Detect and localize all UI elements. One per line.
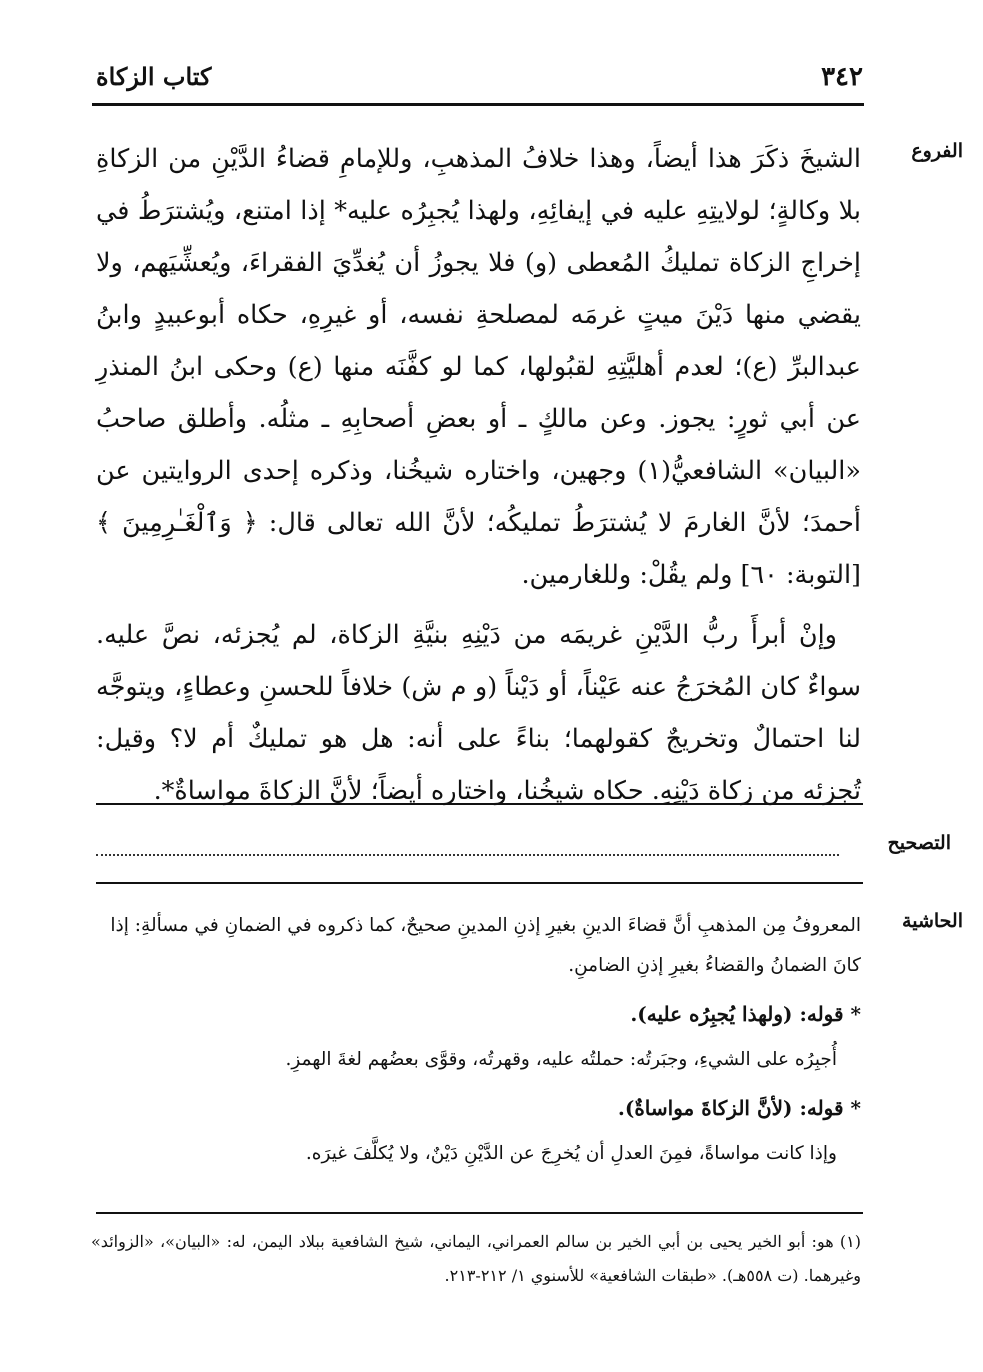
header-rule [92,103,864,106]
section-label-tashih: التصحيح [887,832,951,854]
divider-main [96,803,863,805]
main-text [96,133,861,817]
main-paragraph-1: الشيخَ ذكَرَ هذا أيضاً، وهذا خلافُ المذهبِ، وللإمامِ قضاءُ الدَّيْنِ من الزكاةِ بلا وكالةٍ؛ لولايتِهِ عليه في إيفائِهِ، ولهذا يُجبِرُه عليه* إذا امتنع، ويُشترَطُ في إخراجِ الزكاة تمليكُ المُعطى (و) فلا يجوزُ أن يُغدِّيَ الفقراءَ، ويُعشِّيَهم، ولا يقضي منها دَيْنَ ميتٍ غرمَه لمصلحةِ نفسه، أو غيرِهِ، حكاه أبوعبيدٍ وابنُ عبدالبرِّ (ع)؛ لعدم أهليَّتِهِ لقبُولها، كما لو كفَّنَه منها (ع) وحكى ابنُ المنذرِ عن أبي ثورٍ: يجوز. وعن مالكٍ ـ أو بعضِ أصحابِهِ ـ مثلُه. وأطلق صاحبُ «البيان» الشافعيُّ(١) وجهين، واختاره شيخُنا، وذكره إحدى الروايتين عن أحمدَ؛ لأنَّ الغارمَ لا يُشترَطُ تمليكُه؛ لأنَّ الله تعالى قال: ﴿ وَٱلْغَـٰرِمِينَ ﴾ [التوبة: ٦٠] ولم يقُلْ: وللغارمين. [96,144,861,590]
hashiya-quote-2: * قوله: (لأنَّ الزكاةَ مواساةٌ). [617,1096,861,1120]
page-number: ٣٤٢ [821,62,863,92]
page-header [96,62,863,102]
main-paragraph-2: وإنْ أبرأَ ربُّ الدَّيْنِ غريمَه من دَيْنِهِ بنيَّةِ الزكاة، لم يُجزئه، نصَّ عليه. سواءٌ كان المُخرَجُ عنه عَيْناً، أو دَيْناً (و م ش) خلافاً للحسنِ وعطاءٍ، ويتوجَّه لنا احتمالٌ وتخريجٌ كقولهما؛ بناءً على أنه: هل هو تمليكٌ أم لا؟ وقيل: تُجزئه من زكاة دَيْنِهِ. حكاه شيخُنا، واختاره أيضاً؛ لأنَّ الزكاةَ مواساةٌ*. [96,620,861,806]
section-label-furu: الفروع [911,140,963,162]
hashiya-explain-1: أُجبِرُه على الشيءِ، وجبَرتُه: حملتُه عليه، وقهرتُه، وقوَّى بعضُهم لغةَ الهمزِ. [285,1049,837,1070]
divider-footnote [96,1212,863,1214]
running-title: كتاب الزكاة [96,62,212,91]
hashiya-text [96,906,861,1182]
hashiya-intro: المعروفُ مِن المذهبِ أنَّ قضاءَ الدينِ بغيرِ إذنِ المدينِ صحيحٌ، كما ذكروه في الضمانِ في مسألةِ: إذا كانَ الضمانُ والقضاءُ بغيرِ إذنِ الضامنِ. [110,915,861,976]
tashih-dotted-line [96,854,839,856]
section-label-hashiya: الحاشية [902,910,963,932]
hashiya-explain-2: وإذا كانت مواساةً، فمِنَ العدلِ أن يُخرِجَ عن الدَّيْنِ دَيْنٌ، ولا يُكلَّفَ غيرَه. [305,1143,837,1164]
hashiya-quote-1: * قوله: (ولهذا يُجبِرُه عليه). [630,1002,861,1026]
divider-tashih [96,882,863,884]
tashih-section [96,832,951,868]
footnote: (١) هو: أبو الخير يحيى بن أبي الخير بن سالم العمراني، اليماني، شيخ الشافعية ببلاد اليمن، له: «البيان»، «الزوائد» وغيرهما. (ت ٥٥٨هـ). «طبقات الشافعية» للأسنوي ١/ ٢١٢-٢١٣. [91,1232,861,1285]
